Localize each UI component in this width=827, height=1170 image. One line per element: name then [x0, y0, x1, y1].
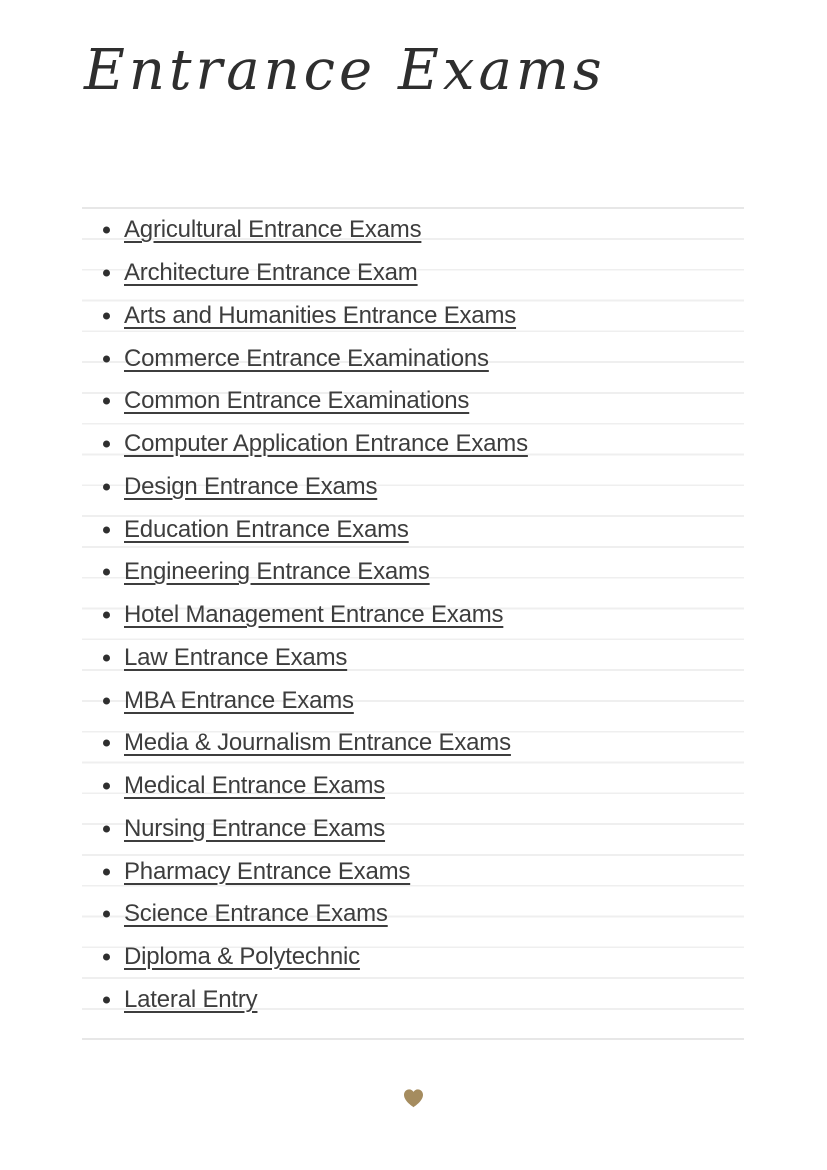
bullet-icon [103, 483, 110, 490]
bullet-icon [103, 227, 110, 234]
bullet-icon [103, 355, 110, 362]
exam-link[interactable]: Hotel Management Entrance Exams [124, 601, 504, 629]
exam-link[interactable]: Design Entrance Exams [124, 472, 378, 500]
list-item [82, 594, 744, 637]
exam-link[interactable]: Engineering Entrance Exams [124, 558, 430, 586]
exam-link[interactable]: Common Entrance Examinations [124, 387, 470, 415]
exam-link[interactable]: Arts and Humanities Entrance Exams [124, 301, 517, 329]
bullet-icon [103, 740, 110, 747]
exam-link[interactable]: Education Entrance Exams [124, 515, 409, 543]
list-item [82, 850, 744, 893]
list-item [82, 637, 744, 680]
exam-link[interactable]: Nursing Entrance Exams [124, 814, 386, 842]
exam-link[interactable]: Agricultural Entrance Exams [124, 216, 422, 244]
bullet-icon [103, 911, 110, 918]
list-item [82, 252, 744, 295]
exam-link[interactable]: Medical Entrance Exams [124, 772, 386, 800]
list-item [82, 466, 744, 509]
bullet-icon [103, 697, 110, 704]
bullet-icon [103, 954, 110, 961]
exam-link[interactable]: Lateral Entry [124, 985, 258, 1013]
exam-link[interactable]: Computer Application Entrance Exams [124, 430, 528, 458]
bullet-icon [103, 612, 110, 619]
list-item [82, 979, 744, 1022]
list-item [82, 337, 744, 380]
exam-link[interactable]: MBA Entrance Exams [124, 686, 354, 714]
exam-link[interactable]: Diploma & Polytechnic [124, 943, 360, 971]
exam-link[interactable]: Commerce Entrance Examinations [124, 344, 489, 372]
bullet-icon [103, 654, 110, 661]
list-item [82, 722, 744, 765]
bullet-icon [103, 441, 110, 448]
bullet-icon [103, 398, 110, 405]
bullet-icon [103, 526, 110, 533]
list-item [82, 295, 744, 338]
exam-list-panel [82, 207, 744, 1040]
list-item [82, 936, 744, 979]
bullet-icon [103, 783, 110, 790]
bullet-icon [103, 868, 110, 875]
entrance-exams-list [82, 209, 744, 1021]
list-item [82, 808, 744, 851]
bullet-icon [103, 569, 110, 576]
list-item [82, 679, 744, 722]
list-item [82, 423, 744, 466]
list-item [82, 508, 744, 551]
list-item [82, 765, 744, 808]
bullet-icon [103, 996, 110, 1003]
bullet-icon [103, 825, 110, 832]
exam-link[interactable]: Architecture Entrance Exam [124, 259, 418, 287]
exam-link[interactable]: Law Entrance Exams [124, 643, 348, 671]
exam-link[interactable]: Science Entrance Exams [124, 900, 388, 928]
footer [0, 1086, 827, 1110]
exam-link[interactable]: Pharmacy Entrance Exams [124, 857, 411, 885]
list-item [82, 551, 744, 594]
bullet-icon [103, 270, 110, 277]
list-item [82, 209, 744, 252]
list-item [82, 893, 744, 936]
exam-link[interactable]: Media & Journalism Entrance Exams [124, 729, 511, 757]
list-item [82, 380, 744, 423]
heart-icon [401, 1086, 426, 1110]
page-title: Entrance Exams [84, 38, 606, 103]
bullet-icon [103, 312, 110, 319]
heart-icon-shape [404, 1089, 423, 1107]
